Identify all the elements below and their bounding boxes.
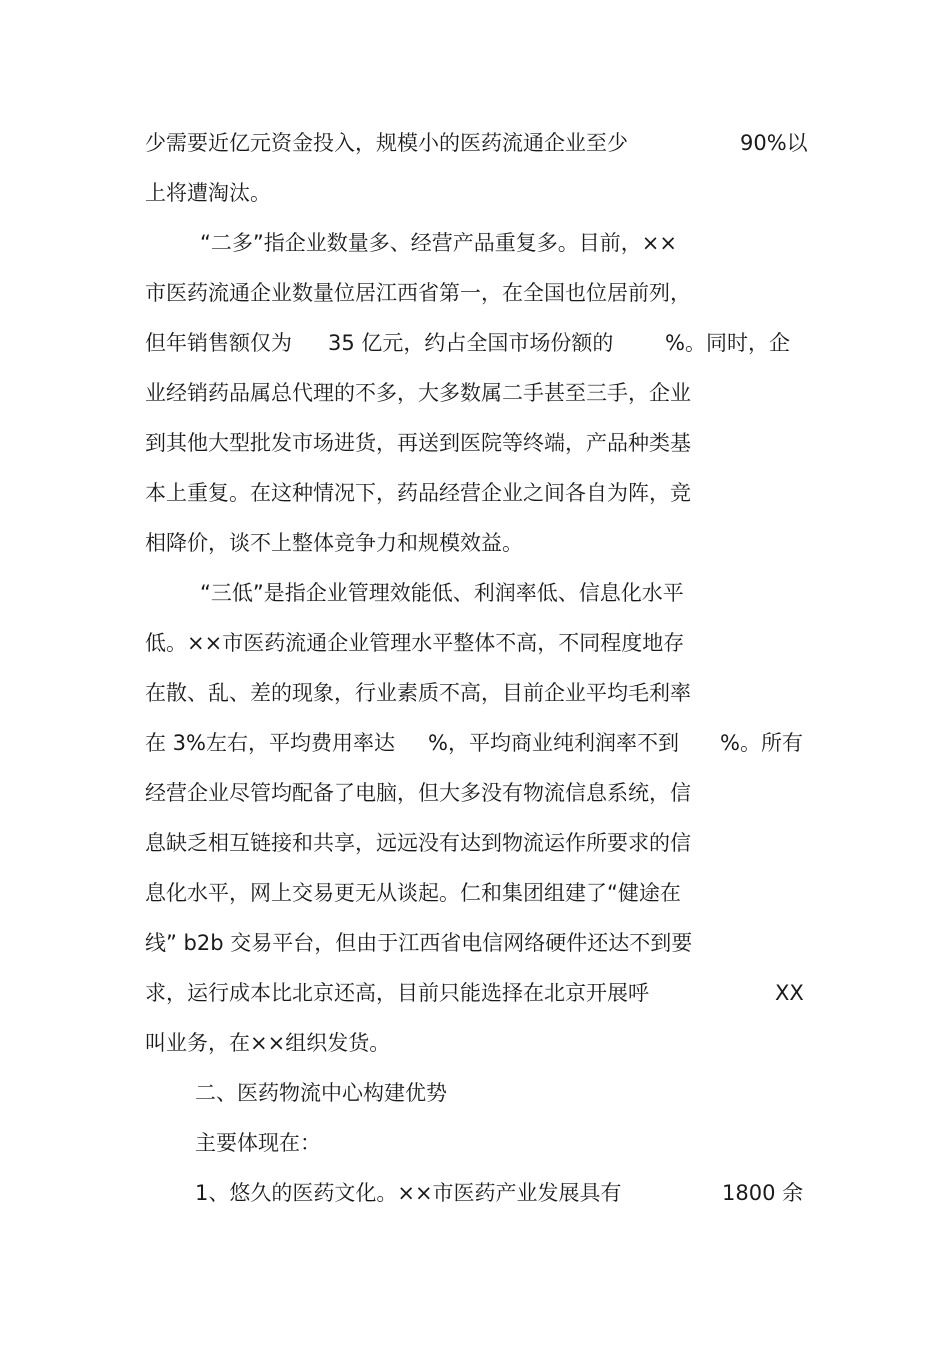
text-segment: 息化水平，网上交易更无从谈起。仁和集团组建了“健途在	[145, 881, 681, 905]
text-segment: 二、医药物流中心构建优势	[195, 1081, 447, 1105]
text-segment: 低。××市医药流通企业管理水平整体不高，不同程度地存	[145, 631, 685, 655]
text-segment: 1800 余	[722, 1181, 804, 1205]
text-segment: %。同时，企	[665, 331, 790, 355]
text-segment: 但年销售额仅为	[145, 331, 292, 355]
text-segment: “二多”指企业数量多、经营产品重复多。目前，××	[200, 231, 677, 255]
text-segment: 线” b2b 交易平台，但由于江西省电信网络硬件还达不到要	[145, 931, 693, 955]
text-segment: %，平均商业纯利润率不到	[428, 731, 679, 755]
text-segment: 市医药流通企业数量位居江西省第一，在全国也位居前列，	[145, 281, 691, 305]
text-segment: XX	[775, 981, 804, 1005]
text-segment: 业经销药品属总代理的不多，大多数属二手甚至三手，企业	[145, 381, 691, 405]
text-segment: 息缺乏相互链接和共享，远远没有达到物流运作所要求的信	[145, 831, 691, 855]
text-segment: 叫业务，在××组织发货。	[145, 1031, 391, 1055]
text-segment: 主要体现在：	[195, 1131, 321, 1155]
text-segment: 在散、乱、差的现象，行业素质不高，目前企业平均毛利率	[145, 681, 691, 705]
text-segment: 上将遭淘汰。	[145, 181, 271, 205]
text-segment: 少需要近亿元资金投入，规模小的医药流通企业至少	[145, 131, 628, 155]
text-segment: 经营企业尽管均配备了电脑，但大多没有物流信息系统，信	[145, 781, 691, 805]
text-segment: 到其他大型批发市场进货，再送到医院等终端，产品种类基	[145, 431, 691, 455]
text-segment: “三低”是指企业管理效能低、利润率低、信息化水平	[200, 581, 684, 605]
text-segment: 求，运行成本比北京还高，目前只能选择在北京开展呼	[145, 981, 649, 1005]
text-segment: 35 亿元，约占全国市场份额的	[328, 331, 614, 355]
text-segment: 相降价，谈不上整体竞争力和规模效益。	[145, 531, 523, 555]
text-segment: %。所有	[720, 731, 803, 755]
text-segment: 90%以	[740, 131, 808, 155]
text-segment: 在 3%左右，平均费用率达	[145, 731, 395, 755]
text-segment: 1、悠久的医药文化。××市医药产业发展具有	[195, 1181, 622, 1205]
text-segment: 本上重复。在这种情况下，药品经营企业之间各自为阵，竞	[145, 481, 691, 505]
